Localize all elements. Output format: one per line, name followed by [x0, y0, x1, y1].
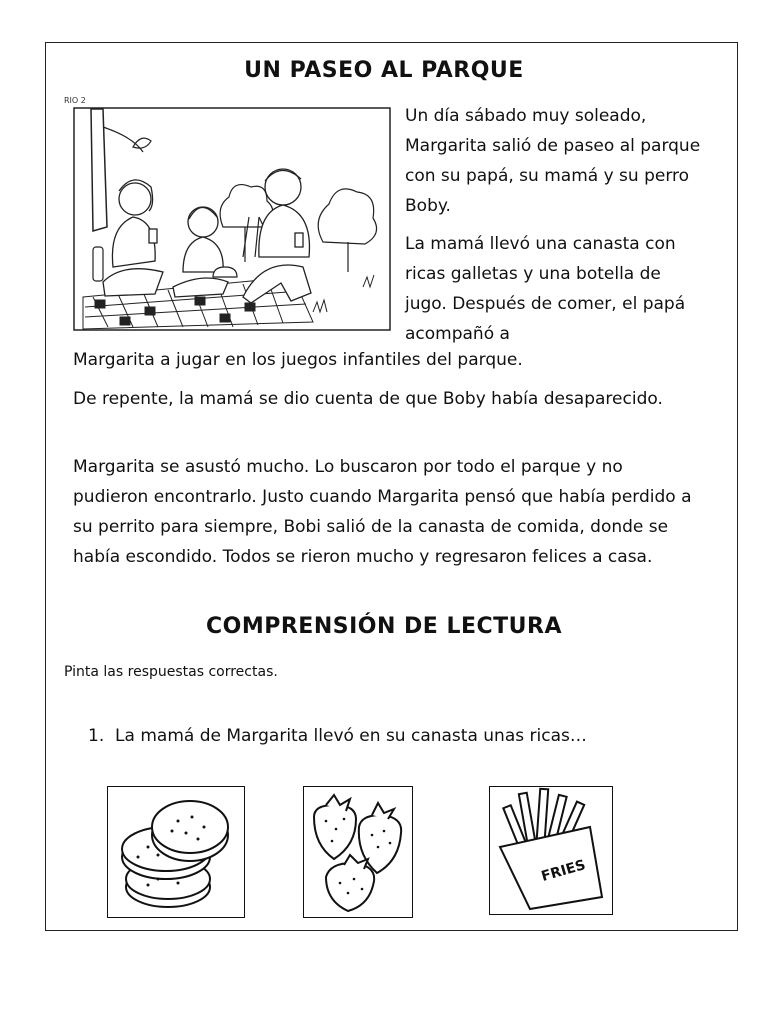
instruction-text: Pinta las respuestas correctas. [64, 664, 278, 680]
story-paragraph-4: Margarita se asustó mucho. Lo buscaron por todo el parque y no pudieron encontrarlo. Justo cuando Margarita pensó que había perdido a su perrito para siempre, Bobi salió de la canasta de comida, donde se había escondido. Todos se rieron mucho y regresaron felices a casa. [73, 457, 692, 567]
story-paragraph-3: De repente, la mamá se dio cuenta de que Boby había desaparecido. [73, 389, 663, 409]
question-text: La mamá de Margarita llevó en su canasta unas ricas… [115, 726, 587, 746]
cookies-icon [108, 787, 243, 916]
question-number: 1. [88, 726, 105, 746]
option-strawberries[interactable] [303, 786, 413, 918]
page-title: UN PASEO AL PARQUE [244, 58, 524, 83]
question-1 [88, 726, 587, 746]
family-picnic-illustration [73, 107, 391, 331]
option-fries[interactable] [489, 786, 613, 915]
section-title: COMPRENSIÓN DE LECTURA [205, 614, 563, 639]
illustration-corner-tag: RIO 2 [64, 96, 86, 105]
fries-box-label: FRIES [539, 857, 588, 885]
story-paragraph-2-continued: Margarita a jugar en los juegos infantiles del parque. [73, 350, 523, 370]
fries-icon [490, 787, 611, 913]
story-paragraph-1: Un día sábado muy soleado, Margarita salió de paseo al parque con su papá, su mamá y su perro Boby. [405, 106, 701, 216]
strawberries-icon [304, 787, 411, 916]
story-paragraph-2: La mamá llevó una canasta con ricas galletas y una botella de jugo. Después de comer, el papá acompañó a [405, 234, 686, 344]
option-cookies[interactable] [107, 786, 245, 918]
